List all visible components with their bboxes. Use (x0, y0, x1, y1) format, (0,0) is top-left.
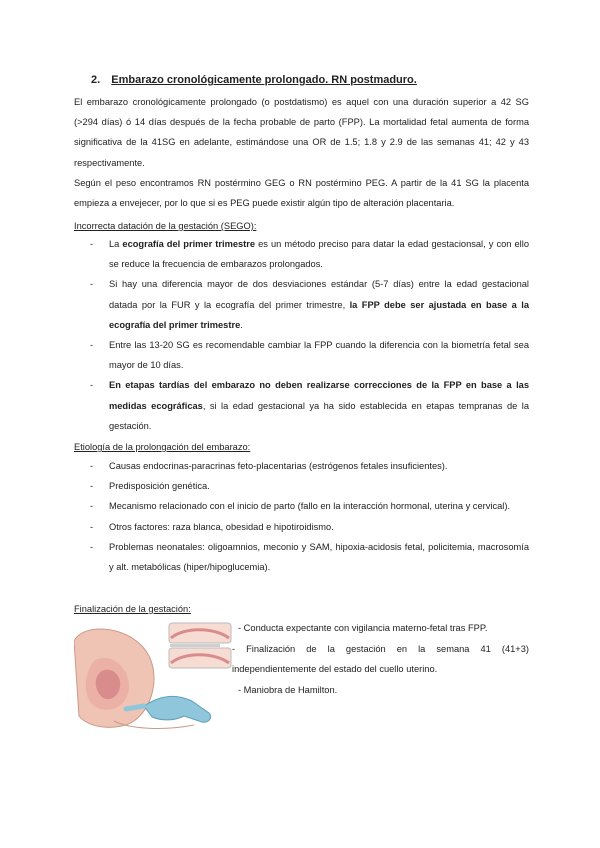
list-item: - En etapas tardías del embarazo no deben realizarse correcciones de la FPP en base a las medidas ecográficas, si la edad gestacional ya ha sido establecida en etapas tempranas de la gestación. (90, 380, 529, 431)
section-number: 2. (91, 74, 101, 86)
list-item: - Problemas neonatales: oligoamnios, meconio y SAM, hipoxia-acidosis fetal, policitemia, macrosomía y alt. metabólicas (hiper/hipoglucemia). (90, 541, 529, 573)
list-item: - Maniobra de Hamilton. (238, 684, 338, 695)
section-heading (91, 74, 417, 86)
list-item: - Conducta expectante con vigilancia materno-fetal tras FPP. (238, 623, 488, 633)
section-title: Embarazo cronológicamente prolongado. RN postmaduro. (111, 74, 417, 86)
intro-paragraph-2: Según el peso encontramos RN postérmino GEG o RN postérmino PEG. A partir de la 41 SG la placenta empieza a envejecer, por lo que si es PEG puede existir algún tipo de alteración placentaria. (74, 178, 529, 209)
list-item: - Entre las 13-20 SG es recomendable cambiar la FPP cuando la diferencia con la biometría fetal sea mayor de 10 días. (90, 340, 529, 371)
hamilton-maneuver-icon (74, 621, 234, 733)
list-item: - Causas endocrinas-paracrinas feto-placentarias (estrógenos fetales insuficientes). (90, 461, 448, 471)
hamilton-maneuver-illustration (74, 621, 234, 733)
list-item: - Mecanismo relacionado con el inicio de parto (fallo en la interacción hormonal, uterina y cervical). (90, 501, 511, 512)
list-item: - Predisposición genética. (90, 481, 210, 492)
list-item: - Otros factores: raza blanca, obesidad e hipotiroidismo. (90, 521, 334, 532)
finalizacion-list (232, 618, 529, 700)
list-item: - Finalización de la gestación en la semana 41 (41+3) independientemente del estado del cuello uterino. (232, 643, 529, 674)
datacion-list (74, 234, 529, 436)
etiologia-list (74, 456, 529, 577)
etiologia-subtitle: Etiología de la prolongación del embarazo: (74, 442, 251, 452)
list-item: - Si hay una diferencia mayor de dos desviaciones estándar (5-7 días) entre la edad gestacional datada por la FUR y la ecografía del primer trimestre, la FPP debe ser ajustada en base a la ecografía del primer trimestre. (90, 279, 529, 330)
list-item: - La ecografía del primer trimestre es un método preciso para datar la edad gestacionsal, y con ello se reduce la frecuencia de embarazos prolongados. (90, 239, 529, 270)
datacion-subtitle: Incorrecta datación de la gestación (SEGO): (74, 221, 257, 231)
intro-paragraph-1: El embarazo cronológicamente prolongado (o postdatismo) es aquel con una duración superior a 42 SG (>294 días) ó 14 días después de la fecha probable de parto (FPP). La mortalidad fetal aumenta de forma significativa de la 41SG en adelante, estimándose una OR de 1.5; 1.8 y 2.9 de las semanas 41; 42 y 43 respectivamente. (74, 97, 529, 168)
finalizacion-subtitle: Finalización de la gestación: (74, 604, 191, 614)
